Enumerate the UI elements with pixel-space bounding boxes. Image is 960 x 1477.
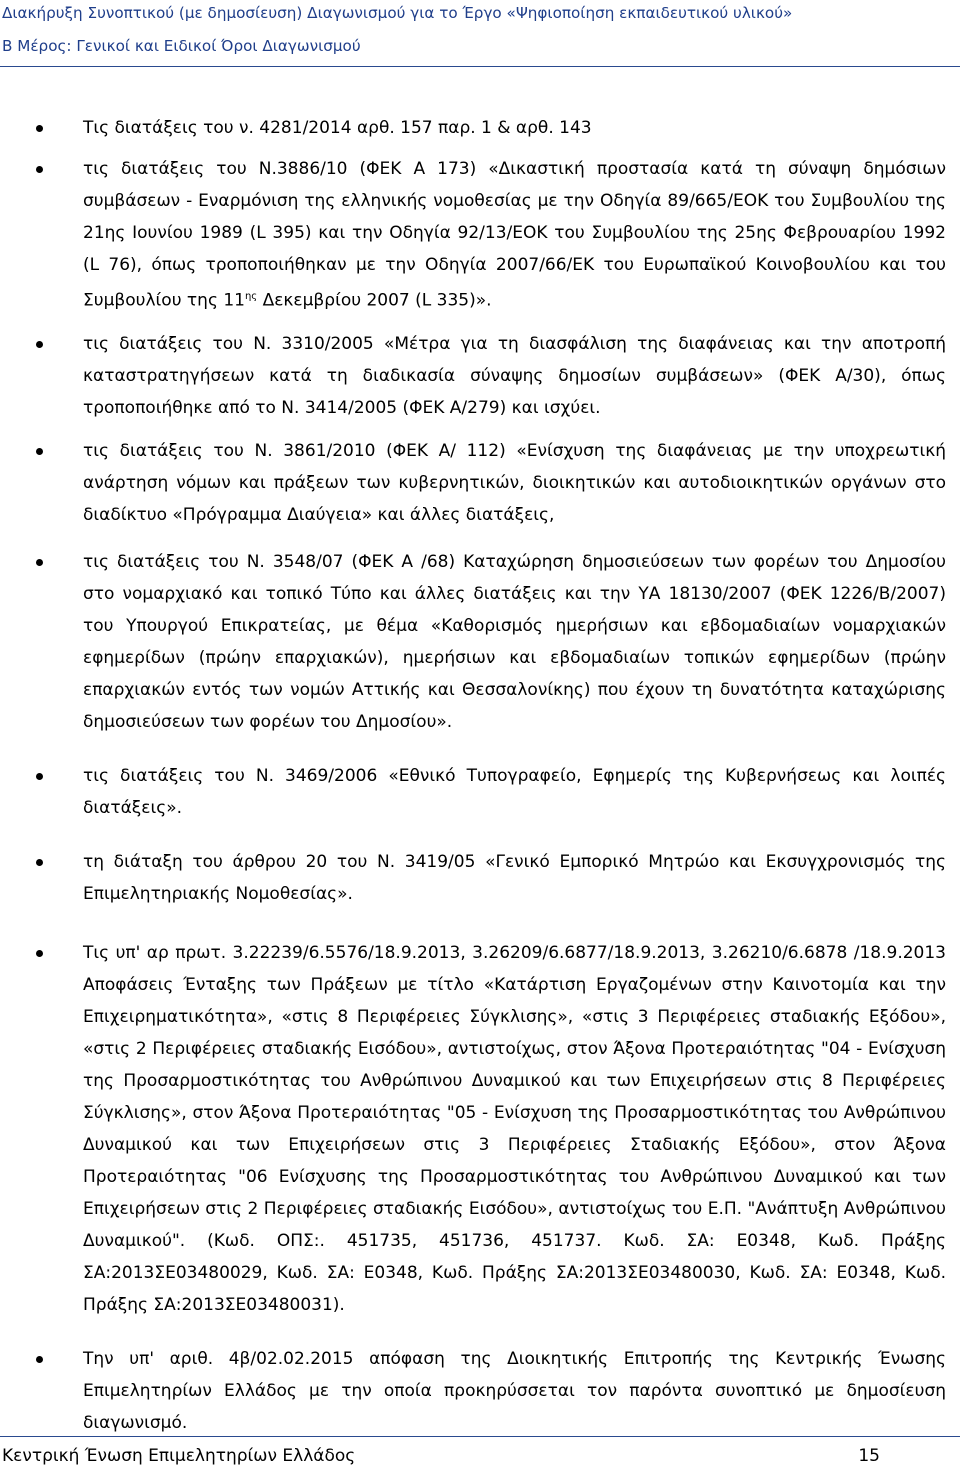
list-item-text: τη διάταξη του άρθρου 20 του Ν. 3419/05 «Γενικό Εμπορικό Μητρώο και Εκσυγχρονισμός της Επιμελητηριακής Νομοθεσίας». [83, 851, 946, 904]
bullet-icon [36, 859, 43, 866]
page-number: 15 [858, 1446, 880, 1466]
bullet-icon [36, 559, 43, 566]
list-item-text: τις διατάξεις του Ν. 3469/2006 «Εθνικό Τυπογραφείο, Εφημερίς της Κυβερνήσεως και λοιπές διατάξεις». [83, 765, 946, 818]
list-item [0, 435, 960, 531]
footer-organization: Κεντρική Ένωση Επιμελητηρίων Ελλάδος [2, 1446, 356, 1466]
list-item-text: τις διατάξεις του Ν.3886/10 (ΦΕΚ Α 173) «Δικαστική προστασία κατά τη σύναψη δημόσιων συμβάσεων - Εναρμόνιση της ελληνικής νομοθεσίας με την Οδηγία 89/665/ΕΟΚ του Συμβουλίου της 21ης Ιουνίου 1989 (L 395) και την Οδηγία 92/13/ΕΟΚ του Συμβουλίου της 25ης Φεβρουαρίου 1992 (L 76), όπως τροποποιήθηκαν με την Οδηγία 2007/66/ΕΚ του Ευρωπαϊκού Κοινοβουλίου και του Συμβουλίου της 11 [83, 159, 946, 311]
list-item-text: Την υπ' αριθ. 4β/02.02.2015 απόφαση της Διοικητικής Επιτροπής της Κεντρικής Ένωσης Επιμελητηρίων Ελλάδος με την οποία προκηρύσσεται τον παρόντα συνοπτικό με δημοσίευση διαγωνισμό. [83, 1348, 946, 1433]
page-footer [0, 1432, 960, 1477]
list-item [0, 760, 960, 824]
document-body [0, 112, 960, 1439]
document-section: Β Μέρος: Γενικοί και Ειδικοί Όροι Διαγωνισμού [2, 37, 361, 55]
list-item-text: τις διατάξεις του Ν. 3310/2005 «Μέτρα για τη διασφάλιση της διαφάνειας και την αποτροπή καταστρατηγήσεων κατά τη διαδικασία σύναψης δημοσίων συμβάσεων» (ΦΕΚ Α/30), όπως τροποποιήθηκε από το Ν. 3414/2005 (ΦΕΚ Α/279) και ισχύει. [83, 333, 946, 418]
list-item-text: τις διατάξεις του Ν. 3548/07 (ΦΕΚ Α /68) Καταχώρηση δημοσιεύσεων των φορέων του Δημοσίου στο νομαρχιακό και τοπικό Τύπο και άλλες διατάξεις και την ΥΑ 18130/2007 (ΦΕΚ 1226/Β/2007) του Υπουργού Επικρατείας, με θέμα «Καθορισμός ημερήσιων και εβδομαδιαίων νομαρχιακών εφημερίδων (πρώην επαρχιακών), ημερήσιων και εβδομαδιαίων τοπικών εφημερίδων (πρώην επαρχιακών εντός των νομών Αττικής και Θεσσαλονίκης) που έχουν τη δυνατότητα καταχώρισης δημοσιεύσεων των φορέων του Δημοσίου». [83, 551, 946, 732]
bullet-icon [36, 448, 43, 455]
bullet-icon [36, 341, 43, 348]
bullet-icon [36, 1356, 43, 1363]
list-item [0, 153, 960, 317]
bullet-icon [36, 125, 43, 132]
list-item [0, 328, 960, 424]
list-item-superscript: ης [244, 291, 258, 302]
bullet-icon [36, 166, 43, 173]
header-divider [0, 66, 960, 67]
list-item-text: Τις υπ' αρ πρωτ. 3.22239/6.5576/18.9.2013, 3.26209/6.6877/18.9.2013, 3.26210/6.6878 /18.9.2013 Αποφάσεις Ένταξης των Πράξεων με τίτλο «Κατάρτιση Εργαζομένων στην Καινοτομία και την Επιχειρηματικότητα», «στις 8 Περιφέρειες Σύγκλισης», «στις 3 Περιφέρειες σταδιακής Εξόδου», «στις 2 Περιφέρειες σταδιακής Εισόδου», αντιστοίχως, στον Άξονα Προτεραιότητας "04 - Ενίσχυση της Προσαρμοστικότητας του Ανθρώπινου Δυναμικού και των Επιχειρήσεων στις 8 Περιφέρειες Σύγκλισης», στον Άξονα Προτεραιότητας "05 - Ενίσχυση της Προσαρμοστικότητας του Ανθρώπινου Δυναμικού και των Επιχειρήσεων στις 3 Περιφέρειες Σταδιακής Εξόδου», στον Άξονα Προτεραιότητας "06 Ενίσχυσης της Προσαρμοστικότητας του Ανθρώπινου Δυναμικού και των Επιχειρήσεων στις 2 Περιφέρειες σταδιακής Εισόδου», αντιστοίχως του Ε.Π. "Ανάπτυξη Ανθρώπινου Δυναμικού". (Κωδ. ΟΠΣ:. 451735, 451736, 451737. Κωδ. ΣΑ: Ε0348, Κωδ. Πράξης ΣΑ:2013ΣΕ03480029, Κωδ. ΣΑ: Ε0348, Κωδ. Πράξης ΣΑ:2013ΣΕ03480030, Κωδ. ΣΑ: Ε0348, Κωδ. Πράξης ΣΑ:2013ΣΕ03480031). [83, 942, 946, 1315]
bullet-icon [36, 950, 43, 957]
document-title: Διακήρυξη Συνοπτικού (με δημοσίευση) Διαγωνισμού για το Έργο «Ψηφιοποίηση εκπαιδευτικού υλικού» [2, 4, 793, 22]
list-item [0, 1343, 960, 1439]
legal-provisions-list [0, 112, 960, 1439]
bullet-icon [36, 773, 43, 780]
page-header [0, 0, 960, 70]
list-item-text: τις διατάξεις του Ν. 3861/2010 (ΦΕΚ Α/ 112) «Ενίσχυση της διαφάνειας με την υποχρεωτική ανάρτηση νόμων και πράξεων των κυβερνητικών, διοικητικών και αυτοδιοικητικών οργάνων στο διαδίκτυο «Πρόγραμμα Διαύγεια» και άλλες διατάξεις, [83, 440, 946, 525]
list-item [0, 937, 960, 1321]
list-item [0, 112, 960, 144]
list-item [0, 846, 960, 910]
footer-divider [0, 1436, 960, 1437]
list-item [0, 546, 960, 738]
list-item-text-continued: Δεκεμβρίου 2007 (L 335)». [257, 290, 492, 311]
list-item-text: Τις διατάξεις του ν. 4281/2014 αρθ. 157 παρ. 1 & αρθ. 143 [83, 118, 592, 138]
